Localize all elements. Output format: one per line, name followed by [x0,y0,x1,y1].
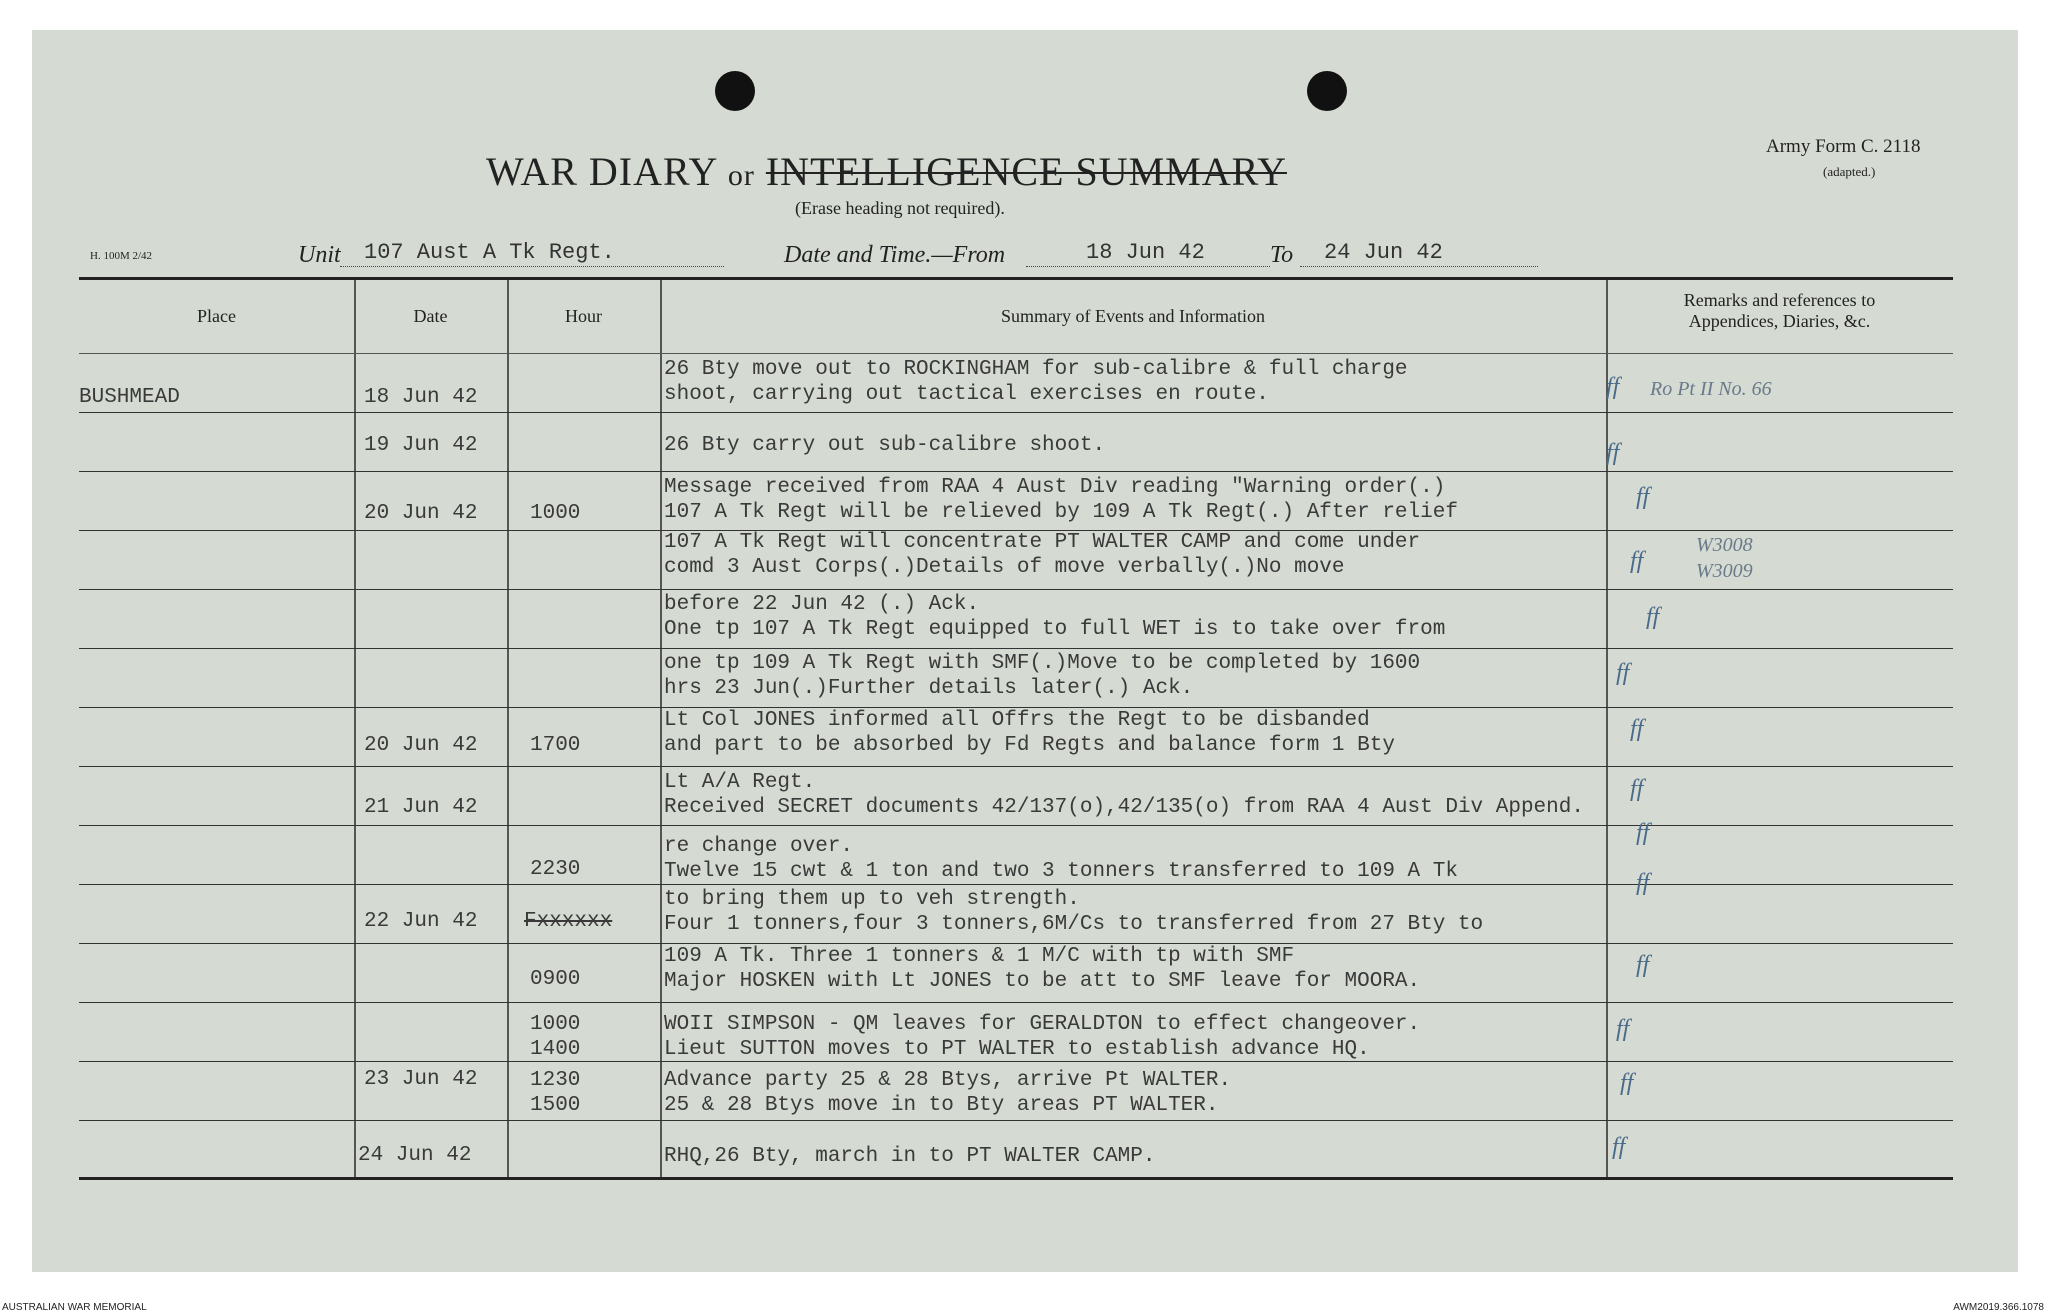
hour-cell: 2230 [530,858,581,881]
unit-label: Unit [298,242,341,268]
to-date-value: 24 Jun 42 [1324,240,1443,265]
remarks-reference: W3008 W3009 [1696,534,1753,582]
hour-cell: 0900 [530,968,581,991]
date-cell: 19 Jun 42 [364,434,478,457]
remarks-initials: ff [1620,1070,1634,1096]
punch-hole-right [1307,71,1347,111]
summary-line-1: Advance party 25 & 28 Btys, arrive Pt WALTER. [664,1069,1232,1092]
summary-line-1: one tp 109 A Tk Regt with SMF(.)Move to be completed by 1600 [664,652,1421,675]
date-cell: 18 Jun 42 [364,386,478,409]
summary-line-1: 109 A Tk. Three 1 tonners & 1 M/C with tp with SMF [664,945,1295,968]
summary-line-2: hrs 23 Jun(.)Further details later(.) Ack. [664,677,1194,700]
summary-line-2: Lieut SUTTON moves to PT WALTER to establish advance HQ. [664,1038,1370,1061]
column-rule-hour [507,280,509,1177]
from-underline [1026,266,1270,267]
row-rule [79,825,1953,826]
remarks-reference: Ro Pt II No. 66 [1650,378,1772,400]
summary-line-1: Lt A/A Regt. [664,771,816,794]
summary-line-2: comd 3 Aust Corps(.)Details of move verbally(.)No move [664,556,1345,579]
footer-right: AWM2019.366.1078 [1953,1302,2044,1313]
form-title: WAR DIARY or INTELLIGENCE SUMMARY [486,149,1287,194]
summary-line-2: One tp 107 A Tk Regt equipped to full WET is to take over from [664,618,1446,641]
hour-cell: Fxxxxxx [524,910,613,933]
remarks-initials: ff [1606,440,1620,466]
summary-line-2: 107 A Tk Regt will be relieved by 109 A Tk Regt(.) After relief [664,501,1458,524]
column-header-remarks-line2: Appendices, Diaries, &c. [1688,311,1871,331]
army-form-adapted: (adapted.) [1823,164,1876,179]
table-header-rule [79,353,1953,354]
summary-line-1: 26 Bty carry out sub-calibre shoot. [664,434,1106,457]
remarks-initials: ff [1606,374,1620,400]
summary-line-2: 25 & 28 Btys move in to Bty areas PT WALTER. [664,1094,1219,1117]
summary-line-2: shoot, carrying out tactical exercises en route. [664,383,1269,406]
row-rule [79,471,1953,472]
remarks-initials: ff [1630,716,1644,742]
remarks-initials: ff [1630,776,1644,802]
remarks-initials: ff [1636,820,1650,846]
summary-line-1: Message received from RAA 4 Aust Div reading "Warning order(.) [664,476,1446,499]
column-header-place: Place [197,306,236,326]
summary-line-1: Lt Col JONES informed all Offrs the Regt to be disbanded [664,709,1370,732]
remarks-initials: ff [1636,952,1650,978]
row-rule [79,589,1953,590]
punch-hole-left [715,71,755,111]
print-code: H. 100M 2/42 [90,250,153,262]
remarks-initials: ff [1636,870,1650,896]
date-cell: 21 Jun 42 [364,796,478,819]
column-rule-summary [660,280,662,1177]
table-top-rule [79,277,1953,280]
summary-line-2: Received SECRET documents 42/137(o),42/135(o) from RAA 4 Aust Div Append. [664,796,1584,819]
date-from-label: Date and Time.—From [784,242,1006,268]
summary-line-2: and part to be absorbed by Fd Regts and balance form 1 Bty [664,734,1395,757]
summary-line-1: WOII SIMPSON - QM leaves for GERALDTON to effect changeover. [664,1013,1421,1036]
summary-line-2: Twelve 15 cwt & 1 ton and two 3 tonners transferred to 109 A Tk [664,860,1458,883]
place-cell: BUSHMEAD [79,386,180,409]
remarks-initials: ff [1616,1016,1630,1042]
remarks-initials: ff [1630,548,1644,574]
date-cell: 20 Jun 42 [364,502,478,525]
column-header-summary: Summary of Events and Information [1001,306,1265,326]
row-rule [79,648,1953,649]
hour-cell: 1230 1500 [530,1069,581,1117]
erase-note: (Erase heading not required). [795,198,1005,218]
column-header-hour: Hour [565,306,602,326]
date-cell: 22 Jun 42 [364,910,478,933]
remarks-initials: ff [1616,660,1630,686]
summary-line-1: re change over. [664,835,854,858]
footer-left: AUSTRALIAN WAR MEMORIAL [2,1302,147,1313]
unit-underline [340,266,724,267]
from-date-value: 18 Jun 42 [1086,240,1205,265]
date-cell: 24 Jun 42 [358,1144,472,1167]
to-label: To [1270,242,1294,268]
column-rule-remarks [1606,280,1608,1177]
army-form-number: Army Form C. 2118 [1766,136,1921,157]
summary-line-1: 26 Bty move out to ROCKINGHAM for sub-calibre & full charge [664,358,1408,381]
summary-line-2: Major HOSKEN with Lt JONES to be att to SMF leave for MOORA. [664,970,1421,993]
hour-cell: 1000 1400 [530,1013,581,1061]
remarks-initials: ff [1646,604,1660,630]
column-rule-date [354,280,356,1177]
table-bottom-rule [79,1177,1953,1180]
column-header-date: Date [413,306,448,326]
row-rule [79,1002,1953,1003]
row-rule [79,1120,1953,1121]
row-rule [79,412,1953,413]
to-underline [1300,266,1538,267]
summary-line-1: RHQ,26 Bty, march in to PT WALTER CAMP. [664,1145,1156,1168]
unit-value: 107 Aust A Tk Regt. [364,240,615,265]
hour-cell: 1000 [530,502,581,525]
summary-line-1: to bring them up to veh strength. [664,888,1080,911]
row-rule [79,766,1953,767]
summary-line-1: before 22 Jun 42 (.) Ack. [664,593,980,616]
hour-cell: 1700 [530,734,581,757]
remarks-initials: ff [1636,484,1650,510]
remarks-initials: ff [1612,1134,1626,1160]
date-cell: 23 Jun 42 [364,1068,478,1091]
summary-line-1: 107 A Tk Regt will concentrate PT WALTER CAMP and come under [664,531,1421,554]
summary-line-2: Four 1 tonners,four 3 tonners,6M/Cs to transferred from 27 Bty to [664,913,1484,936]
row-rule [79,884,1953,885]
date-cell: 20 Jun 42 [364,734,478,757]
column-header-remarks-line1: Remarks and references to [1683,290,1876,310]
